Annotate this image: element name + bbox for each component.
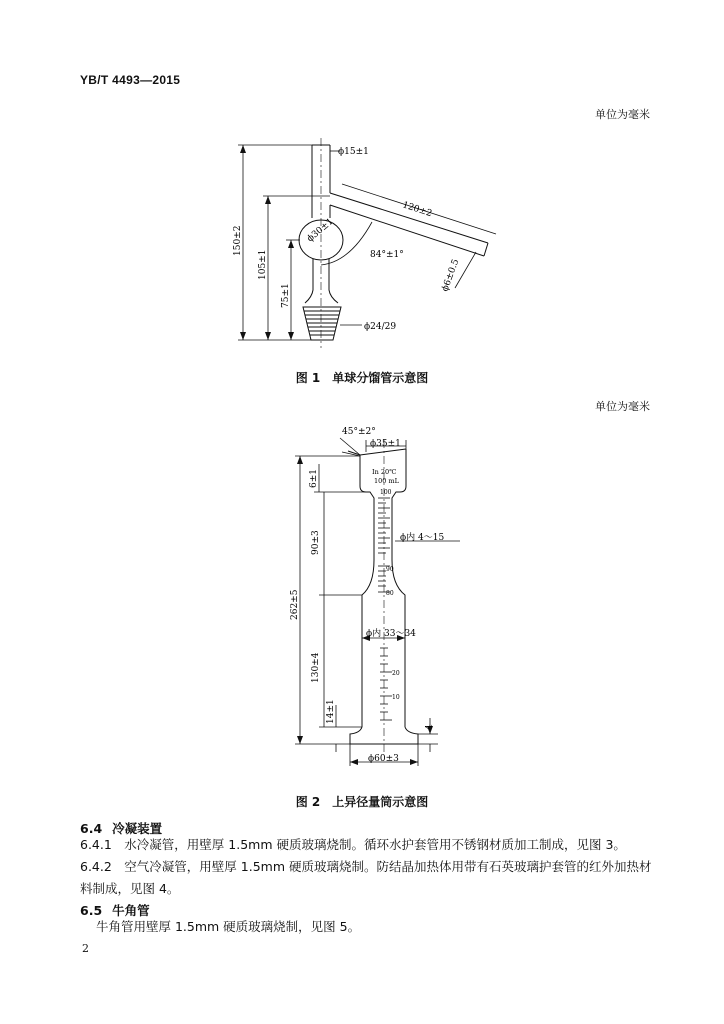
fig2-h6-label: 6±1 [309, 469, 319, 488]
figure1-unit-note: 单位为毫米 [595, 108, 650, 121]
fig1-top-dia-label: ϕ15±1 [338, 147, 369, 157]
fig2-top-dia-label: ϕ35±1 [370, 439, 401, 449]
section-6-5-title: 牛角管 [112, 903, 150, 918]
section-6-5-number: 6.5 [80, 903, 103, 918]
section-6-4-1: 6.4.1 水冷凝管，用壁厚 1.5mm 硬质玻璃烧制。循环水护套管用不锈钢材质加工制成，见图 3。 [80, 837, 626, 852]
page-number: 2 [82, 942, 89, 955]
standard-code: YB/T 4493—2015 [80, 73, 181, 87]
fig2-h130-label: 130±4 [311, 652, 321, 683]
fig2-mark-20: 20 [392, 670, 400, 677]
fig1-h75-label: 75±1 [281, 283, 291, 308]
section-6-5-body: 牛角管用壁厚 1.5mm 硬质玻璃烧制，见图 5。 [96, 919, 361, 934]
fig2-body-dia-label: ϕ内 33～34 [366, 629, 416, 639]
section-6-4-title: 冷凝装置 [112, 821, 163, 836]
fig2-base-dia-label: ϕ60±3 [368, 754, 399, 764]
fig2-mark-10: 10 [392, 694, 400, 701]
figure2-caption: 图 2 上异径量筒示意图 [295, 795, 429, 809]
fig2-mark-100: 100 [380, 489, 392, 496]
fig1-total-height-label: 150±2 [233, 225, 243, 256]
fig1-arm-length-label: 120±2 [401, 200, 434, 220]
fig2-mark-80: 80 [386, 590, 394, 597]
fig1-h105-label: 105±1 [258, 249, 268, 280]
fig1-arm-dia-label: ϕ6±0.5 [440, 257, 462, 294]
fig2-mark-90: 90 [386, 566, 394, 573]
fig2-temp-mark: In 20℃ [372, 468, 397, 476]
fig2-h90-label: 90±3 [311, 530, 321, 555]
fig1-bulb-dia-label: ϕ30±1 [305, 216, 336, 245]
fig2-angle-label: 45°±2° [342, 427, 376, 437]
section-6-4-number: 6.4 [80, 821, 103, 836]
section-6-4-2: 6.4.2 空气冷凝管，用壁厚 1.5mm 硬质玻璃烧制。防结晶加热体用带有石英玻璃护套管的红外加热材料制成，见图 4。 [80, 859, 652, 896]
fig2-base-thick-label: 4 [425, 724, 435, 730]
fig2-total-height-label: 262±5 [290, 589, 300, 620]
fig1-angle-label: 84°±1° [370, 250, 404, 260]
fig2-neck-dia-label: ϕ内 4～15 [400, 533, 445, 543]
fig2-h14-label: 14±1 [326, 699, 336, 724]
fig1-joint-label: ϕ24/29 [364, 322, 397, 332]
figure1-caption: 图 1 单球分馏管示意图 [295, 371, 429, 385]
figure2-unit-note: 单位为毫米 [595, 400, 650, 413]
fig2-capacity-mark: 100 mL [374, 477, 399, 485]
